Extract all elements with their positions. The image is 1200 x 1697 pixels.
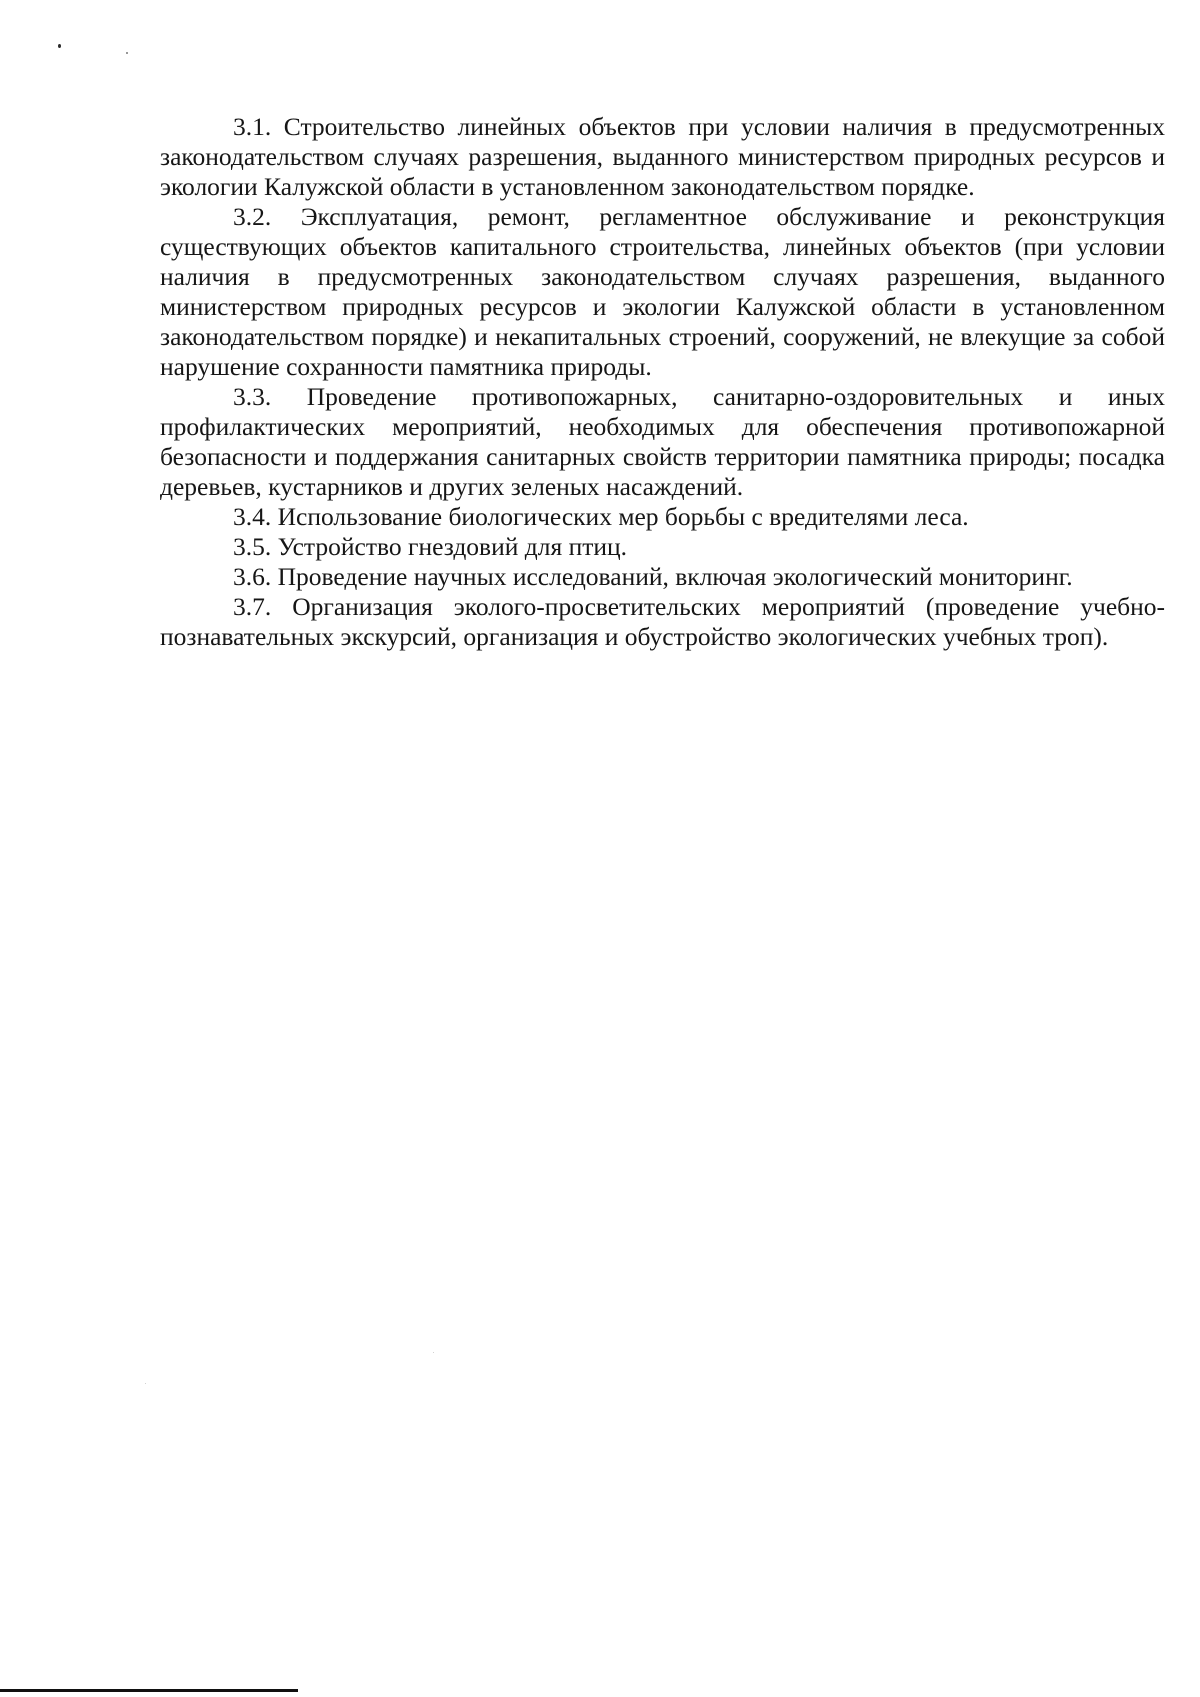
paragraph-3-1: 3.1. Строительство линейных объектов при условии наличия в предусмотренных законодательством случаях разрешения, выданного министерством природных ресурсов и экологии Калужской области в установленном законодательством порядке.: [160, 112, 1165, 201]
paragraph-3-6: 3.6. Проведение научных исследований, включая экологический мониторинг.: [233, 562, 1073, 591]
document-body: [160, 112, 1165, 652]
paragraph-3-5: 3.5. Устройство гнездовий для птиц.: [233, 532, 628, 561]
scan-speck: [145, 1383, 146, 1384]
scan-mark: [58, 44, 61, 48]
paragraph-3-7: 3.7. Организация эколого-просветительских мероприятий (проведение учебно-познавательных экскурсий, организация и обустройство экологических учебных троп).: [160, 592, 1165, 651]
paragraph-3-3: 3.3. Проведение противопожарных, санитарно-оздоровительных и иных профилактических мероприятий, необходимых для обеспечения противопожарной безопасности и поддержания санитарных свойств территории памятника природы; посадка деревьев, кустарников и других зеленых насаждений.: [160, 382, 1165, 501]
scan-speck: [433, 1352, 434, 1353]
paragraph-3-4: 3.4. Использование биологических мер борьбы с вредителями леса.: [233, 502, 969, 531]
bottom-rule: [0, 1689, 298, 1692]
scan-mark: [126, 52, 128, 54]
paragraph-3-2: 3.2. Эксплуатация, ремонт, регламентное обслуживание и реконструкция существующих объектов капитального строительства, линейных объектов (при условии наличия в предусмотренных законодательством случаях разрешения, выданного министерством природных ресурсов и экологии Калужской области в установленном законодательством порядке) и некапитальных строений, сооружений, не влекущие за собой нарушение сохранности памятника природы.: [160, 202, 1165, 381]
